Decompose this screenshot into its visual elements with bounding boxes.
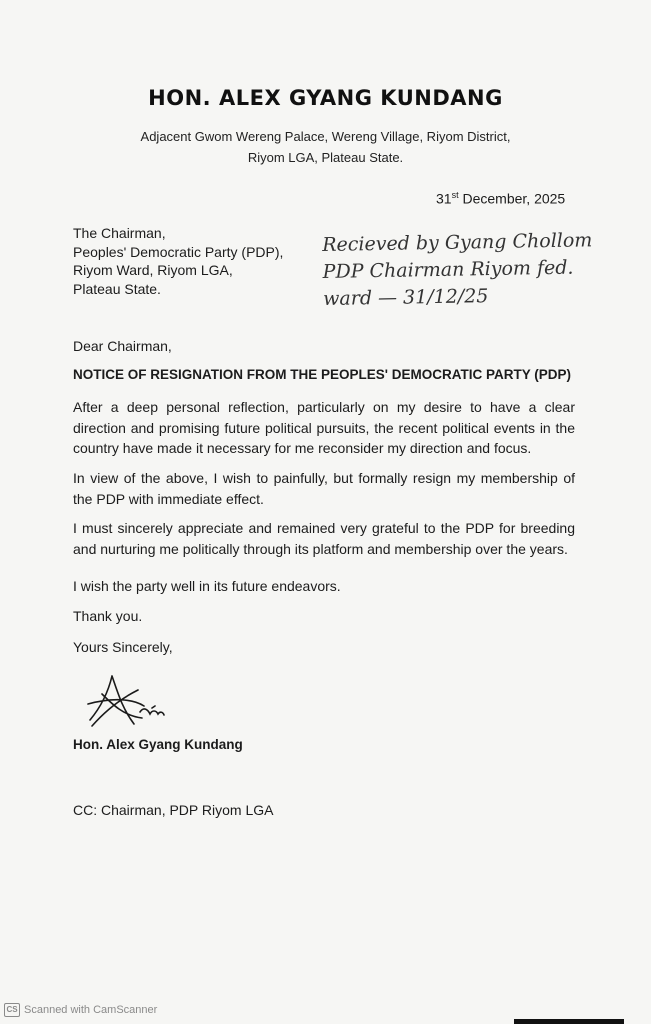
- handwritten-receipt-note: [322, 226, 643, 313]
- recipient-address: [73, 224, 283, 298]
- handwritten-line: Recieved by Gyang Chollom: [322, 229, 593, 256]
- handwritten-line: ward — 31/12/25: [322, 285, 489, 310]
- recipient-line: Riyom Ward, Riyom LGA,: [73, 262, 233, 278]
- body-paragraph: I must sincerely appreciate and remained very grateful to the PDP for breeding and nurturing me politically through its platform and membership over the years.: [73, 520, 575, 557]
- letter-date: [436, 190, 565, 207]
- signer-name: Hon. Alex Gyang Kundang: [73, 737, 243, 752]
- camscanner-logo-icon: CS: [4, 1003, 20, 1017]
- address-line-2: Riyom LGA, Plateau State.: [247, 150, 404, 165]
- body-paragraph: I wish the party well in its future endeavors.: [73, 578, 341, 594]
- date-day: 31: [436, 190, 452, 207]
- date-suffix: st: [451, 190, 459, 200]
- body-paragraph: In view of the above, I wish to painfully, but formally resign my membership of the PDP with immediate effect.: [73, 470, 575, 507]
- letterhead-address: [0, 126, 651, 168]
- date-rest: December, 2025: [458, 190, 566, 207]
- letterhead-name: HON. ALEX GYANG KUNDANG: [148, 86, 503, 110]
- thank-you-line: Thank you.: [73, 608, 143, 624]
- subject-line: NOTICE OF RESIGNATION FROM THE PEOPLES' DEMOCRATIC PARTY (PDP): [73, 367, 571, 382]
- scanner-watermark-text: Scanned with CamScanner: [24, 1004, 158, 1016]
- closing-line: Yours Sincerely,: [73, 639, 173, 655]
- recipient-line: The Chairman,: [73, 225, 166, 241]
- address-line-1: Adjacent Gwom Wereng Palace, Wereng Village, Riyom District,: [140, 129, 511, 144]
- recipient-line: Plateau State.: [73, 280, 161, 297]
- body-paragraph: After a deep personal reflection, particularly on my desire to have a clear direction and promising future political pursuits, the recent political events in the country have made it necessary for me reconsider my direction and focus.: [73, 399, 575, 456]
- scanner-watermark: [4, 1003, 157, 1017]
- salutation: Dear Chairman,: [73, 338, 172, 354]
- recipient-line: Peoples' Democratic Party (PDP),: [73, 243, 284, 260]
- signature-mark: [82, 668, 192, 736]
- scan-edge-bar: [514, 1019, 624, 1024]
- cc-line: CC: Chairman, PDP Riyom LGA: [73, 802, 274, 818]
- handwritten-line: PDP Chairman Riyom fed.: [322, 256, 574, 283]
